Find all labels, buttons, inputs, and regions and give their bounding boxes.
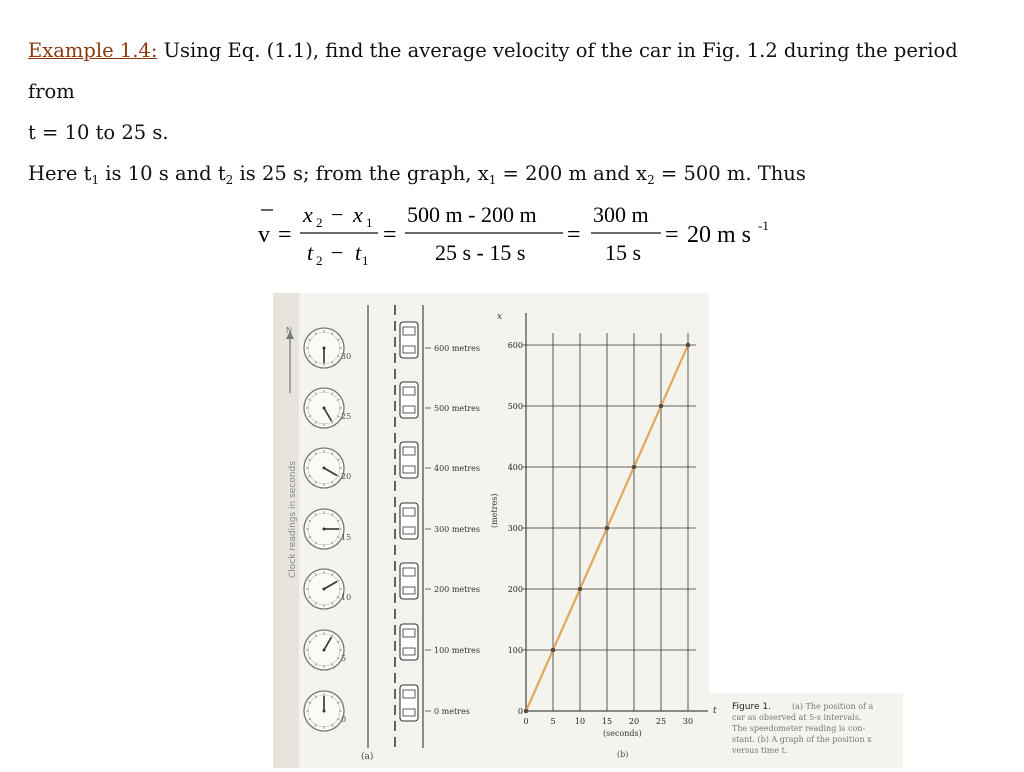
eq-num1-a-sub: 2	[316, 215, 323, 230]
clock-axis-label: Clock readings in seconds	[288, 461, 298, 578]
x-tick-label: 10	[574, 717, 586, 726]
clock-label: 0	[341, 715, 347, 724]
caption-line: versus time t.	[732, 746, 788, 755]
car-icon	[400, 563, 418, 599]
eq-sign: =	[278, 222, 292, 248]
distance-label: 600 metres	[434, 344, 481, 353]
caption-line: car as observed at 5-s intervals.	[732, 713, 862, 722]
caption-line: (a) The position of a	[792, 702, 874, 711]
distance-label: 200 metres	[434, 585, 481, 594]
distance-label: 300 metres	[434, 525, 481, 534]
eq-num3: 300 m	[593, 202, 649, 227]
data-point	[524, 709, 529, 714]
subscript: 1	[488, 173, 497, 187]
caption-line: The speedometer reading is con-	[732, 724, 866, 733]
eq-lhs: v	[258, 222, 270, 248]
eq-den2: 25 s - 15 s	[435, 240, 526, 265]
eq-sign: =	[383, 222, 397, 248]
y-tick-label: 0	[517, 707, 523, 716]
x-tick-label: 25	[655, 717, 667, 726]
distance-label: 500 metres	[434, 404, 481, 413]
eq-result-exp: -1	[758, 218, 769, 233]
eq-num2: 500 m - 200 m	[407, 202, 537, 227]
svg-text:N: N	[286, 326, 292, 335]
given-values	[28, 153, 1008, 201]
question-line-2: t = 10 to 25 s.	[28, 121, 169, 144]
x-tick-label: 30	[682, 717, 694, 726]
eq-sign: =	[567, 222, 581, 248]
y-tick-label: 600	[507, 341, 523, 350]
caption-title: Figure 1.	[732, 702, 771, 712]
clock-label: 15	[341, 533, 352, 542]
eq-minus: −	[331, 202, 344, 227]
car-icon	[400, 442, 418, 478]
given-part: = 500 m. Thus	[654, 162, 806, 185]
clock-icon	[304, 388, 344, 428]
eq-den1-a: t	[307, 240, 314, 265]
eq-den1-a-sub: 2	[316, 253, 323, 268]
y-axis-name: x	[497, 312, 503, 322]
panel-a-label: (a)	[361, 752, 374, 762]
problem-text	[28, 30, 1008, 201]
eq-result: 20 m s	[687, 222, 752, 248]
car-icon	[400, 624, 418, 660]
data-point	[686, 343, 691, 348]
given-part: = 200 m and x	[496, 162, 648, 185]
data-point	[551, 648, 556, 653]
clock-label: 30	[341, 352, 352, 361]
clock-icon	[304, 630, 347, 670]
clock-icon	[304, 569, 344, 609]
x-tick-label: 20	[628, 717, 640, 726]
eq-num1-b: x	[353, 202, 363, 227]
distance-label: 400 metres	[434, 464, 481, 473]
distance-label: 0 metres	[434, 707, 470, 716]
given-part: is 25 s; from the graph, x	[233, 162, 489, 185]
figure-margin	[709, 293, 903, 693]
x-tick-label: 15	[601, 717, 613, 726]
example-statement	[28, 30, 1008, 112]
eq-den3: 15 s	[605, 240, 642, 265]
data-point	[632, 465, 637, 470]
subscript: 2	[225, 173, 234, 187]
clock-icon	[304, 509, 344, 549]
eq-num1-b-sub: 1	[366, 215, 373, 230]
y-tick-label: 400	[507, 463, 523, 472]
car-icon	[400, 382, 418, 418]
eq-sign: =	[665, 222, 679, 248]
eq-den1-b: t	[355, 240, 362, 265]
x-axis-name: t	[713, 706, 717, 716]
given-part: Here t	[28, 162, 92, 185]
y-tick-label: 500	[507, 402, 523, 411]
data-point	[578, 587, 583, 592]
clock-label: 25	[341, 412, 352, 421]
eq-den1-b-sub: 1	[362, 253, 369, 268]
velocity-equation	[255, 196, 795, 276]
clock-label: 5	[341, 654, 347, 663]
x-tick-label: 5	[550, 717, 556, 726]
caption-line: stant. (b) A graph of the position x	[732, 735, 872, 744]
panel-b-label: (b)	[617, 750, 629, 759]
y-tick-label: 200	[507, 585, 523, 594]
example-label: Example 1.4:	[28, 39, 158, 62]
y-tick-label: 300	[507, 524, 523, 533]
clock-label: 20	[341, 472, 352, 481]
car-icon	[400, 322, 418, 358]
clock-icon	[304, 448, 344, 488]
clock-icon	[304, 691, 347, 731]
subscript: 1	[91, 173, 100, 187]
eq-num1-a: x	[303, 202, 313, 227]
x-tick-label: 0	[523, 717, 529, 726]
subscript: 2	[647, 173, 655, 187]
question-line-1: Using Eq. (1.1), find the average velocity of the car in Fig. 1.2 during the period from	[28, 39, 958, 103]
eq-minus: −	[331, 240, 344, 265]
data-point	[605, 526, 610, 531]
clock-icon	[304, 328, 344, 368]
clock-label: 10	[341, 593, 352, 602]
x-axis-unit: (seconds)	[603, 729, 642, 738]
y-axis-unit: (metres)	[490, 493, 499, 528]
car-icon	[400, 685, 418, 721]
data-point	[659, 404, 664, 409]
car-icon	[400, 503, 418, 539]
y-tick-label: 100	[507, 646, 523, 655]
distance-label: 100 metres	[434, 646, 481, 655]
textbook-figure	[273, 293, 903, 768]
given-part: is 10 s and t	[99, 162, 226, 185]
